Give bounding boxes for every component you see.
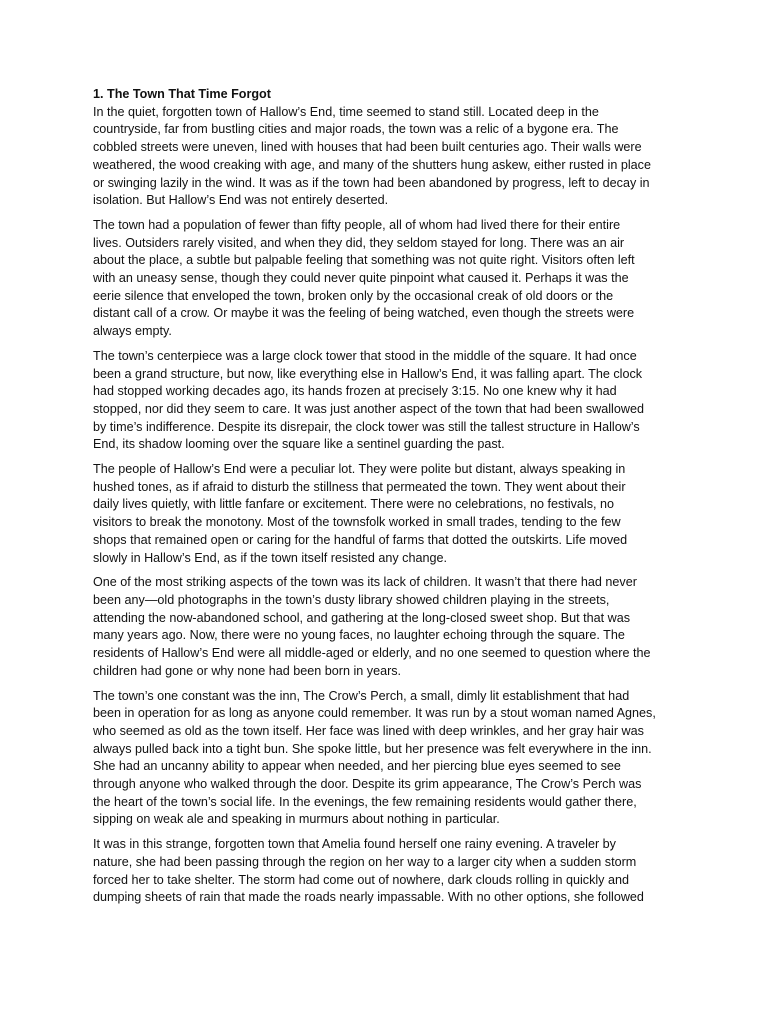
text-line: It was in this strange, forgotten town that Amelia found herself one rainy evening. A traveler by	[93, 837, 616, 852]
text-line: daily lives quietly, with little fanfare or excitement. There were no celebrations, no festivals, no	[93, 497, 615, 512]
text-line: visitors to break the monotony. Most of the townsfolk worked in small trades, tending to the few	[93, 515, 621, 530]
text-line: many years ago. Now, there were no young faces, no laughter echoing through the square. The	[93, 628, 625, 643]
text-line: residents of Hallow’s End were all middle-aged or elderly, and no one seemed to question where the	[93, 646, 651, 661]
paragraph-6	[93, 688, 678, 830]
text-line: isolation. But Hallow’s End was not entirely deserted.	[93, 193, 389, 208]
text-line: One of the most striking aspects of the town was its lack of children. It wasn’t that there had never	[93, 575, 637, 590]
text-line: cobbled streets were uneven, lined with houses that had been built centuries ago. Their walls were	[93, 140, 642, 155]
text-line: The people of Hallow’s End were a peculiar lot. They were polite but distant, always speaking in	[93, 462, 626, 477]
text-line: The town had a population of fewer than fifty people, all of whom had lived there for their entire	[93, 217, 621, 232]
text-line: with an uneasy sense, though they could never quite pinpoint what caused it. Perhaps it was the	[93, 271, 629, 286]
paragraph-3	[93, 348, 678, 454]
text-line: been any—old photographs in the town’s dusty library showed children playing in the streets,	[93, 592, 610, 607]
text-line: shops that remained open or caring for the handful of farms that dotted the outskirts. Life moved	[93, 532, 628, 547]
text-line: weathered, the wood creaking with age, and many of the shutters hung askew, either rusted in place	[93, 157, 651, 172]
text-line: She had an uncanny ability to appear when needed, and her piercing blue eyes seemed to see	[93, 759, 621, 774]
text-line: about the place, a subtle but palpable feeling that something was not quite right. Visitors often left	[93, 253, 635, 268]
text-line: been a grand structure, but now, like everything else in Hallow’s End, it was falling apart. The clock	[93, 366, 643, 381]
text-line: stopped, nor did they seem to care. It was just another aspect of the town that had been swallowed	[93, 401, 644, 416]
text-line: had stopped working decades ago, its hands frozen at precisely 3:15. No one knew why it had	[93, 384, 617, 399]
text-line: forced her to take shelter. The storm had come out of nowhere, dark clouds rolling in quickly and	[93, 872, 629, 887]
text-line: been in operation for as long as anyone could remember. It was run by a stout woman named Agnes,	[93, 706, 656, 721]
text-line: eerie silence that enveloped the town, broken only by the occasional creak of old doors or the	[93, 288, 614, 303]
text-line: by time’s indifference. Despite its disrepair, the clock tower was still the tallest structure in Hallow’s	[93, 419, 640, 434]
document-page	[93, 86, 678, 914]
text-line: slowly in Hallow’s End, as if the town itself resisted any change.	[93, 550, 447, 565]
paragraph-5	[93, 574, 678, 680]
text-line: The town’s one constant was the inn, The Crow’s Perch, a small, dimly lit establishment that had	[93, 688, 630, 703]
text-line: children had gone or why none had been born in years.	[93, 663, 402, 678]
text-line: distant call of a crow. Or maybe it was the feeling of being watched, even though the streets were	[93, 306, 635, 321]
paragraph-7	[93, 836, 678, 907]
text-line: the heart of the town’s social life. In the evenings, the few remaining residents would gather there,	[93, 794, 637, 809]
text-line: always empty.	[93, 324, 172, 339]
text-line: who seemed as old as the town itself. Her face was lined with deep wrinkles, and her gray hair was	[93, 723, 644, 738]
chapter-heading: 1. The Town That Time Forgot	[93, 87, 271, 101]
text-line: dumping sheets of rain that made the roads nearly impassable. With no other options, she followed	[93, 890, 644, 905]
paragraph-2	[93, 217, 678, 341]
text-line: attending the now-abandoned school, and gathering at the long-closed sweet shop. But that was	[93, 610, 631, 625]
text-line: lives. Outsiders rarely visited, and when they did, they seldom stayed for long. There was an air	[93, 235, 625, 250]
text-line: End, its shadow looming over the square like a sentinel guarding the past.	[93, 437, 505, 452]
text-line: countryside, far from bustling cities and major roads, the town was a relic of a bygone era. The	[93, 122, 619, 137]
text-line: sipping on weak ale and speaking in murmurs about nothing in particular.	[93, 812, 500, 827]
text-line: In the quiet, forgotten town of Hallow’s End, time seemed to stand still. Located deep in the	[93, 104, 599, 119]
text-line: always pulled back into a tight bun. She spoke little, but her presence was felt everywhere in the inn.	[93, 741, 652, 756]
text-line: through anyone who walked through the door. Despite its grim appearance, The Crow’s Perch was	[93, 777, 642, 792]
text-line: The town’s centerpiece was a large clock tower that stood in the middle of the square. It had once	[93, 348, 637, 363]
text-line: nature, she had been passing through the region on her way to a larger city when a sudden storm	[93, 854, 637, 869]
text-line: or swinging lazily in the wind. It was as if the town had been abandoned by progress, left to decay in	[93, 175, 650, 190]
body-text	[93, 104, 678, 907]
paragraph-4	[93, 461, 678, 567]
paragraph-1	[93, 104, 678, 210]
text-line: hushed tones, as if afraid to disturb the stillness that permeated the town. They went about their	[93, 479, 626, 494]
